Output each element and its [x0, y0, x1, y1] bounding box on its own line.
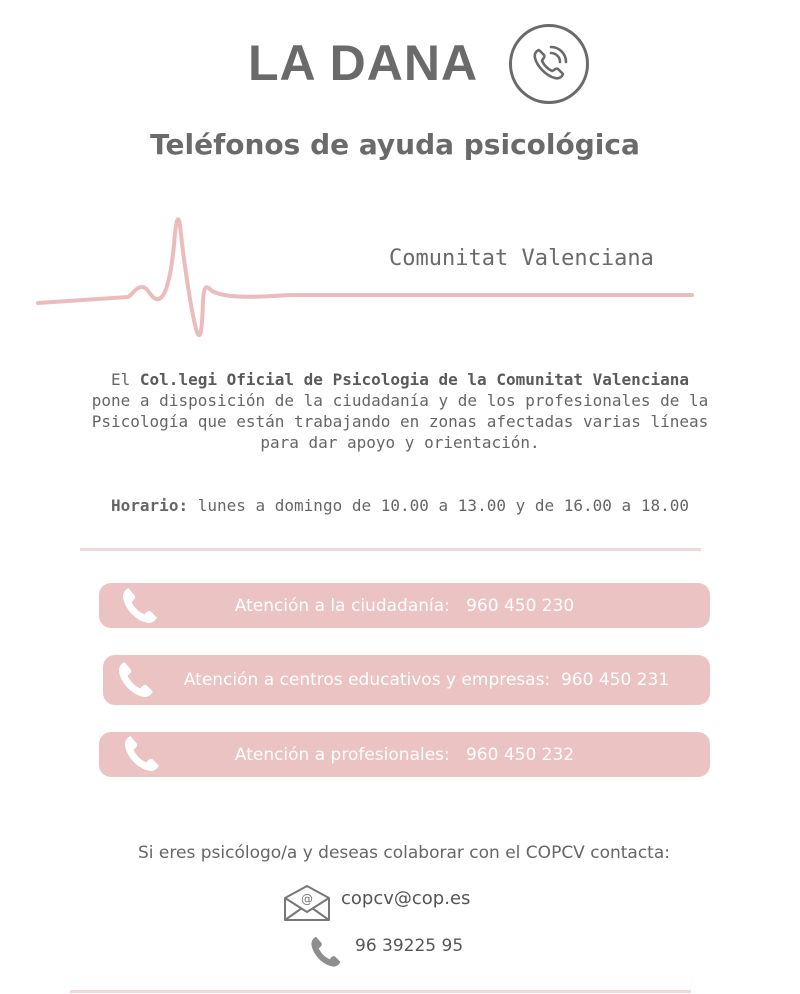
helpline-label: Atención a profesionales: 960 450 232 [234, 744, 575, 765]
phone-icon [115, 659, 157, 701]
collaboration-text: Si eres psicólogo/a y deseas colaborar con el COPCV contacta: [138, 843, 670, 863]
section-divider [80, 548, 701, 551]
schedule-paragraph [90, 495, 710, 516]
email-envelope-icon [283, 884, 331, 922]
heartbeat-line-graphic [30, 205, 700, 345]
footer-divider [70, 990, 691, 993]
intro-paragraph [90, 369, 710, 453]
page-subtitle: Teléfonos de ayuda psicológica [150, 128, 640, 161]
phone-ringing-icon [509, 24, 589, 104]
intro-prefix: El [111, 370, 140, 389]
phone-icon [308, 934, 344, 970]
contact-email-link[interactable]: copcv@cop.es [341, 888, 471, 909]
phone-icon [119, 585, 161, 627]
helpline-label: Atención a centros educativos y empresas: 960 450 231 [183, 670, 670, 690]
schedule-label: Horario: [111, 496, 189, 515]
phone-icon [121, 733, 163, 775]
contact-phone-number[interactable]: 96 39225 95 [355, 936, 464, 956]
svg-text:@: @ [301, 892, 313, 906]
organization-name: Col.legi Oficial de Psicologia de la Comunitat Valenciana [139, 370, 689, 389]
helpline-professionals-button[interactable] [99, 732, 710, 777]
intro-text: pone a disposición de la ciudadanía y de los profesionales de la Psicología que están trabajando en zonas afectadas varias líneas para dar apoyo y orientación. [91, 391, 709, 452]
helpline-citizens-button[interactable] [99, 583, 710, 628]
region-label: Comunitat Valenciana [389, 246, 654, 271]
page-title: LA DANA [248, 35, 479, 91]
schedule-text: lunes a domingo de 10.00 a 13.00 y de 16.00 a 18.00 [188, 496, 689, 515]
helpline-label: Atención a la ciudadanía: 960 450 230 [234, 595, 575, 616]
helpline-schools-companies-button[interactable] [103, 655, 710, 705]
